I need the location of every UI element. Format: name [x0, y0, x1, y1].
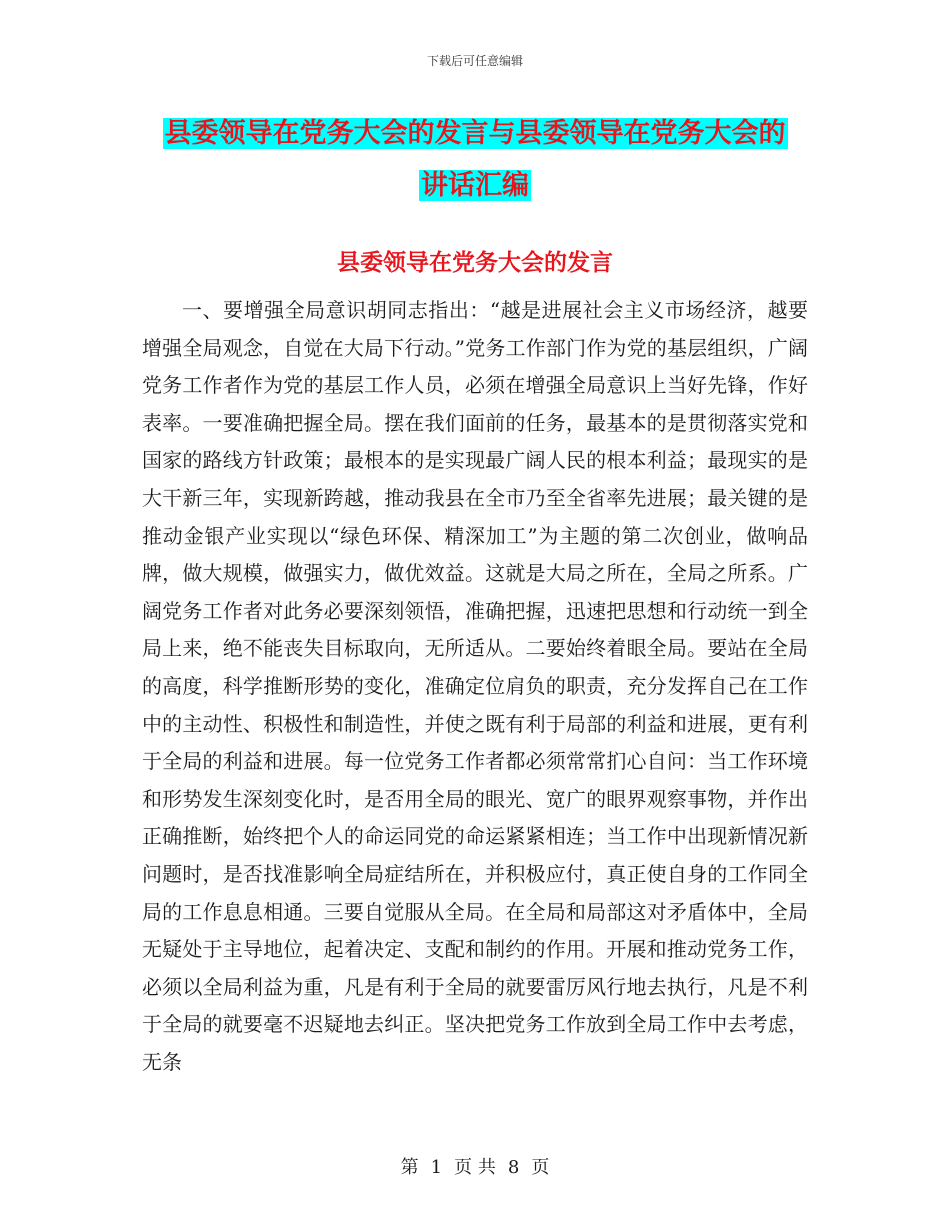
header-note: 下载后可任意编辑 — [426, 54, 523, 68]
footer-total-pages: 8 — [507, 1157, 520, 1178]
title-line-1: 县委领导在党务大会的发言与县委领导在党务大会的 — [164, 118, 786, 149]
body-paragraph: 一、要增强全局意识胡同志指出：“越是进展社会主义市场经济，越要增强全局观念，自觉在大局下行动。”党务工作部门作为党的基层组织，广阔党务工作者作为党的基层工作人员，必须在增强全局意识上当好先锋，作好表率。一要准确把握全局。摆在我们面前的任务，最基本的是贯彻落实党和国家的路线方针政策；最根本的是实现最广阔人民的根本利益；最现实的是大干新三年，实现新跨越，推动我县在全市乃至全省率先进展；最关键的是推动金银产业实现以“绿色环保、精深加工”为主题的第二次创业，做响品牌，做大规模，做强实力，做优效益。这就是大局之所在，全局之所系。广阔党务工作者对此务必要深刻领悟，准确把握，迅速把思想和行动统一到全局上来，绝不能丧失目标取向，无所适从。二要始终着眼全局。要站在全局的高度，科学推断形势的变化，准确定位肩负的职责，充分发挥自己在工作中的主动性、积极性和制造性，并使之既有利于局部的利益和进展，更有利于全局的利益和进展。每一位党务工作者都必须常常扪心自问：当工作环境和形势发生深刻变化时，是否用全局的眼光、宽广的眼界观察事物，并作出正确推断，始终把个人的命运同党的命运紧紧相连；当工作中出现新情况新问题时，是否找准影响全局症结所在，并积极应付，真正使自身的工作同全局的工作息息相通。三要自觉服从全局。在全局和局部这对矛盾体中，全局无疑处于主导地位，起着决定、支配和制约的作用。开展和推动党务工作，必须以全局利益为重，凡是有利于全局的就要雷厉风行地去执行，凡是不利于全局的就要毫不迟疑地去纠正。坚决把党务工作放到全局工作中去考虑，无条 — [142, 298, 808, 1074]
document-title — [0, 108, 950, 212]
title-line-2: 讲话汇编 — [421, 170, 529, 201]
footer-middle: 页 共 — [454, 1157, 496, 1178]
page-footer — [0, 1153, 950, 1179]
footer-page-number: 1 — [430, 1157, 443, 1178]
footer-prefix: 第 — [400, 1157, 419, 1178]
footer-suffix: 页 — [531, 1157, 550, 1178]
section-title: 县委领导在党务大会的发言 — [337, 249, 613, 276]
